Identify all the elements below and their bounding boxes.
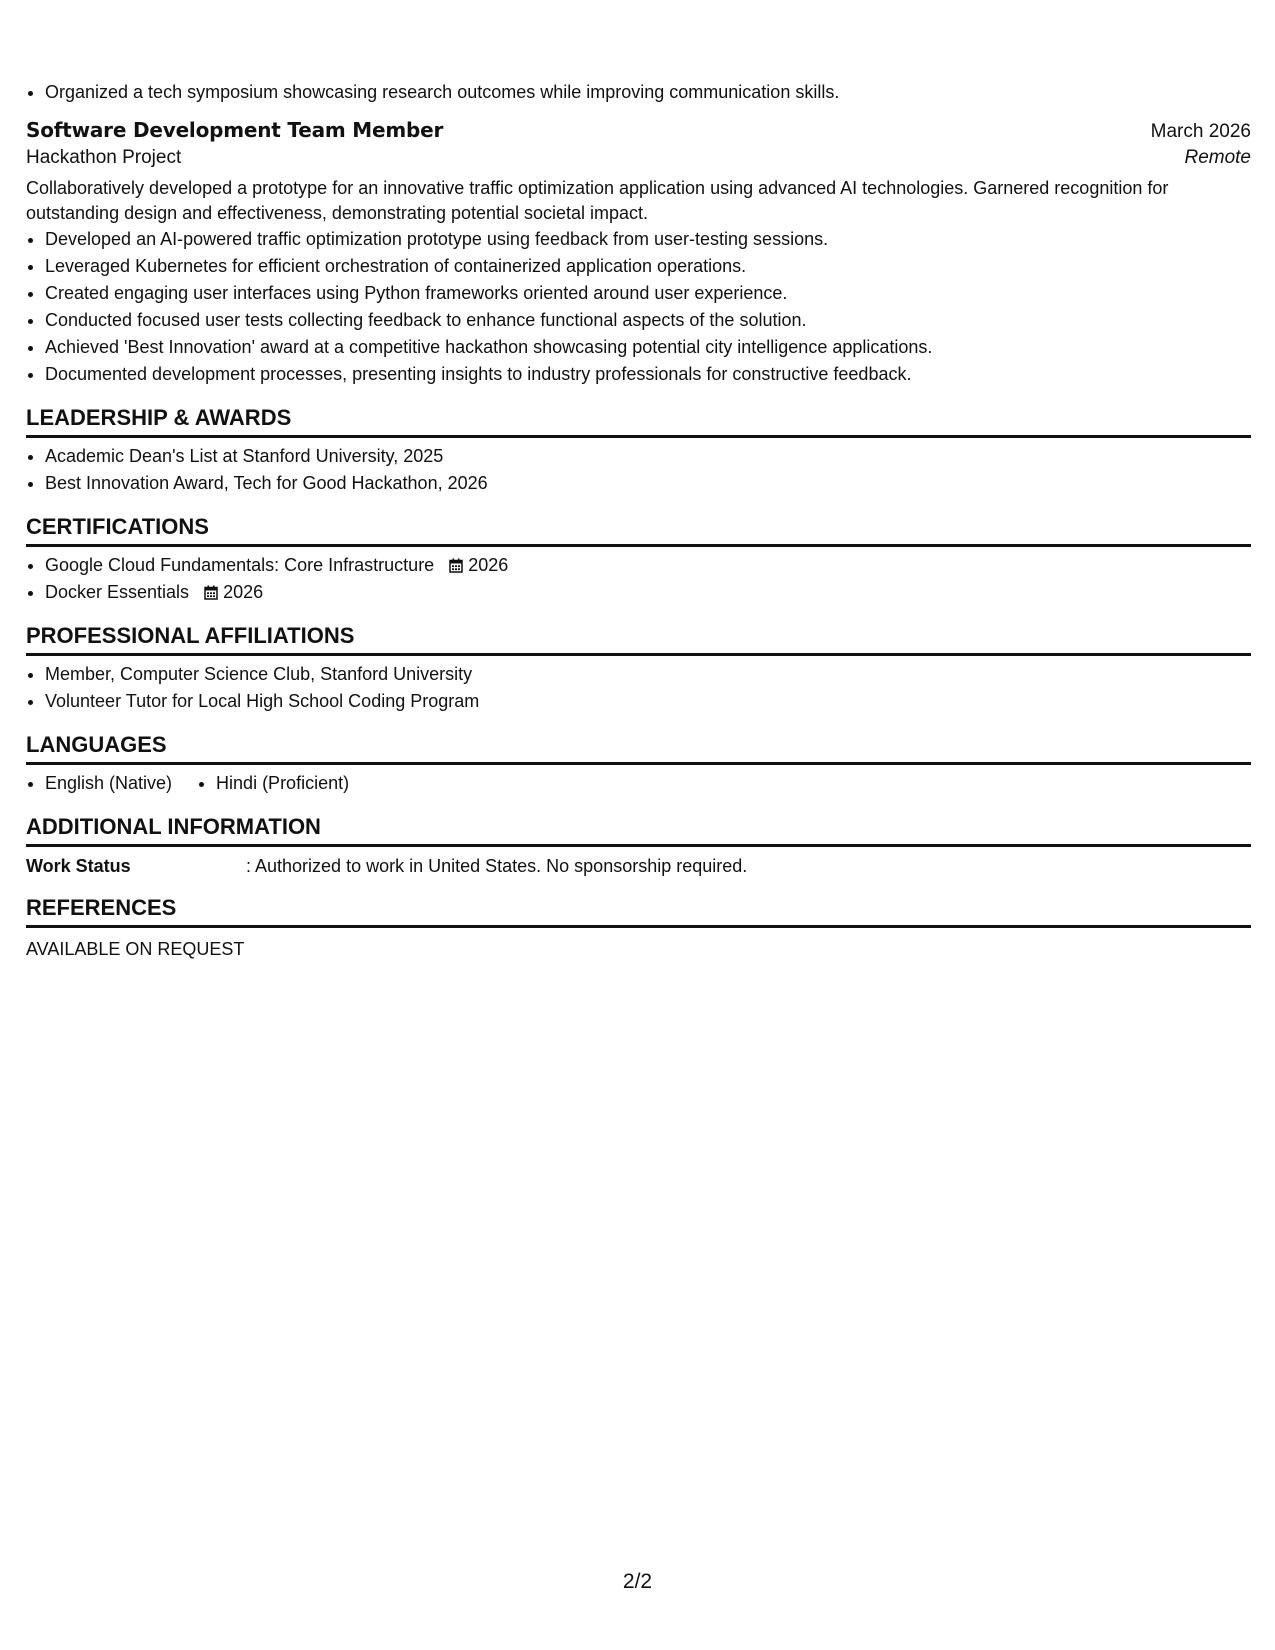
calendar-icon — [449, 558, 463, 573]
work-status-value: : Authorized to work in United States. No sponsorship required. — [246, 856, 748, 876]
certification-item — [45, 579, 1251, 606]
certification-year: 2026 — [468, 555, 509, 575]
section-heading: ADDITIONAL INFORMATION — [26, 813, 1251, 847]
language-item: • English (Native) — [45, 770, 172, 797]
references-text: AVAILABLE ON REQUEST — [26, 939, 245, 959]
certifications-section — [26, 513, 1251, 606]
references-section — [26, 894, 1251, 961]
section-heading: REFERENCES — [26, 894, 1251, 928]
organization-name: Hackathon Project — [26, 147, 182, 168]
list-item: • Developed an AI-powered traffic optimization prototype using feedback from user-testing sessions. — [45, 226, 1251, 253]
section-heading: LEADERSHIP & AWARDS — [26, 404, 1251, 438]
section-heading: LANGUAGES — [26, 731, 1251, 765]
list-item: • Member, Computer Science Club, Stanford University — [45, 661, 1251, 688]
certification-item — [45, 552, 1251, 579]
role-date: March 2026 — [1150, 121, 1251, 142]
leadership-list — [26, 443, 1251, 497]
role-summary: Collaboratively developed a prototype for an innovative traffic optimization application using advanced AI technologies. Garnered recognition for outstanding design and effectiveness, demonstrating potential societal impact. — [26, 178, 1169, 223]
list-item: • Documented development processes, presenting insights to industry professionals for constructive feedback. — [45, 361, 1251, 388]
affiliations-list — [26, 661, 1251, 715]
role-bullet-list — [26, 226, 1251, 388]
list-item: • Organized a tech symposium showcasing research outcomes while improving communication skills. — [45, 79, 1251, 106]
certification-name: Docker Essentials — [45, 582, 190, 602]
work-status-label: Work Status — [26, 856, 131, 876]
section-heading: CERTIFICATIONS — [26, 513, 1251, 547]
resume-page — [26, 0, 1251, 961]
leadership-section — [26, 404, 1251, 497]
additional-info-section — [26, 813, 1251, 878]
language-item: • Hindi (Proficient) — [216, 770, 349, 797]
work-status-row — [26, 854, 1251, 878]
role-title: Software Development Team Member — [26, 118, 444, 142]
list-item: • Academic Dean's List at Stanford University, 2025 — [45, 443, 1251, 470]
list-item: • Conducted focused user tests collecting feedback to enhance functional aspects of the solution. — [45, 307, 1251, 334]
languages-list — [26, 770, 1251, 797]
list-item: • Volunteer Tutor for Local High School Coding Program — [45, 688, 1251, 715]
certifications-list — [26, 552, 1251, 606]
list-item: • Leveraged Kubernetes for efficient orchestration of containerized application operations. — [45, 253, 1251, 280]
role-header — [26, 118, 1251, 143]
list-item: • Achieved 'Best Innovation' award at a competitive hackathon showcasing potential city intelligence applications. — [45, 334, 1251, 361]
certification-year: 2026 — [223, 582, 264, 602]
languages-section — [26, 731, 1251, 797]
certification-name: Google Cloud Fundamentals: Core Infrastructure — [45, 555, 435, 575]
role-location: Remote — [1184, 147, 1251, 168]
page-number: 2/2 — [622, 1570, 653, 1593]
experience-entry — [26, 118, 1251, 388]
organization-row — [26, 147, 1251, 169]
list-item: • Best Innovation Award, Tech for Good Hackathon, 2026 — [45, 470, 1251, 497]
section-heading: PROFESSIONAL AFFILIATIONS — [26, 622, 1251, 656]
calendar-icon — [204, 585, 218, 600]
carryover-bullet-list — [26, 79, 1251, 106]
affiliations-section — [26, 622, 1251, 715]
list-item: • Created engaging user interfaces using Python frameworks oriented around user experience. — [45, 280, 1251, 307]
